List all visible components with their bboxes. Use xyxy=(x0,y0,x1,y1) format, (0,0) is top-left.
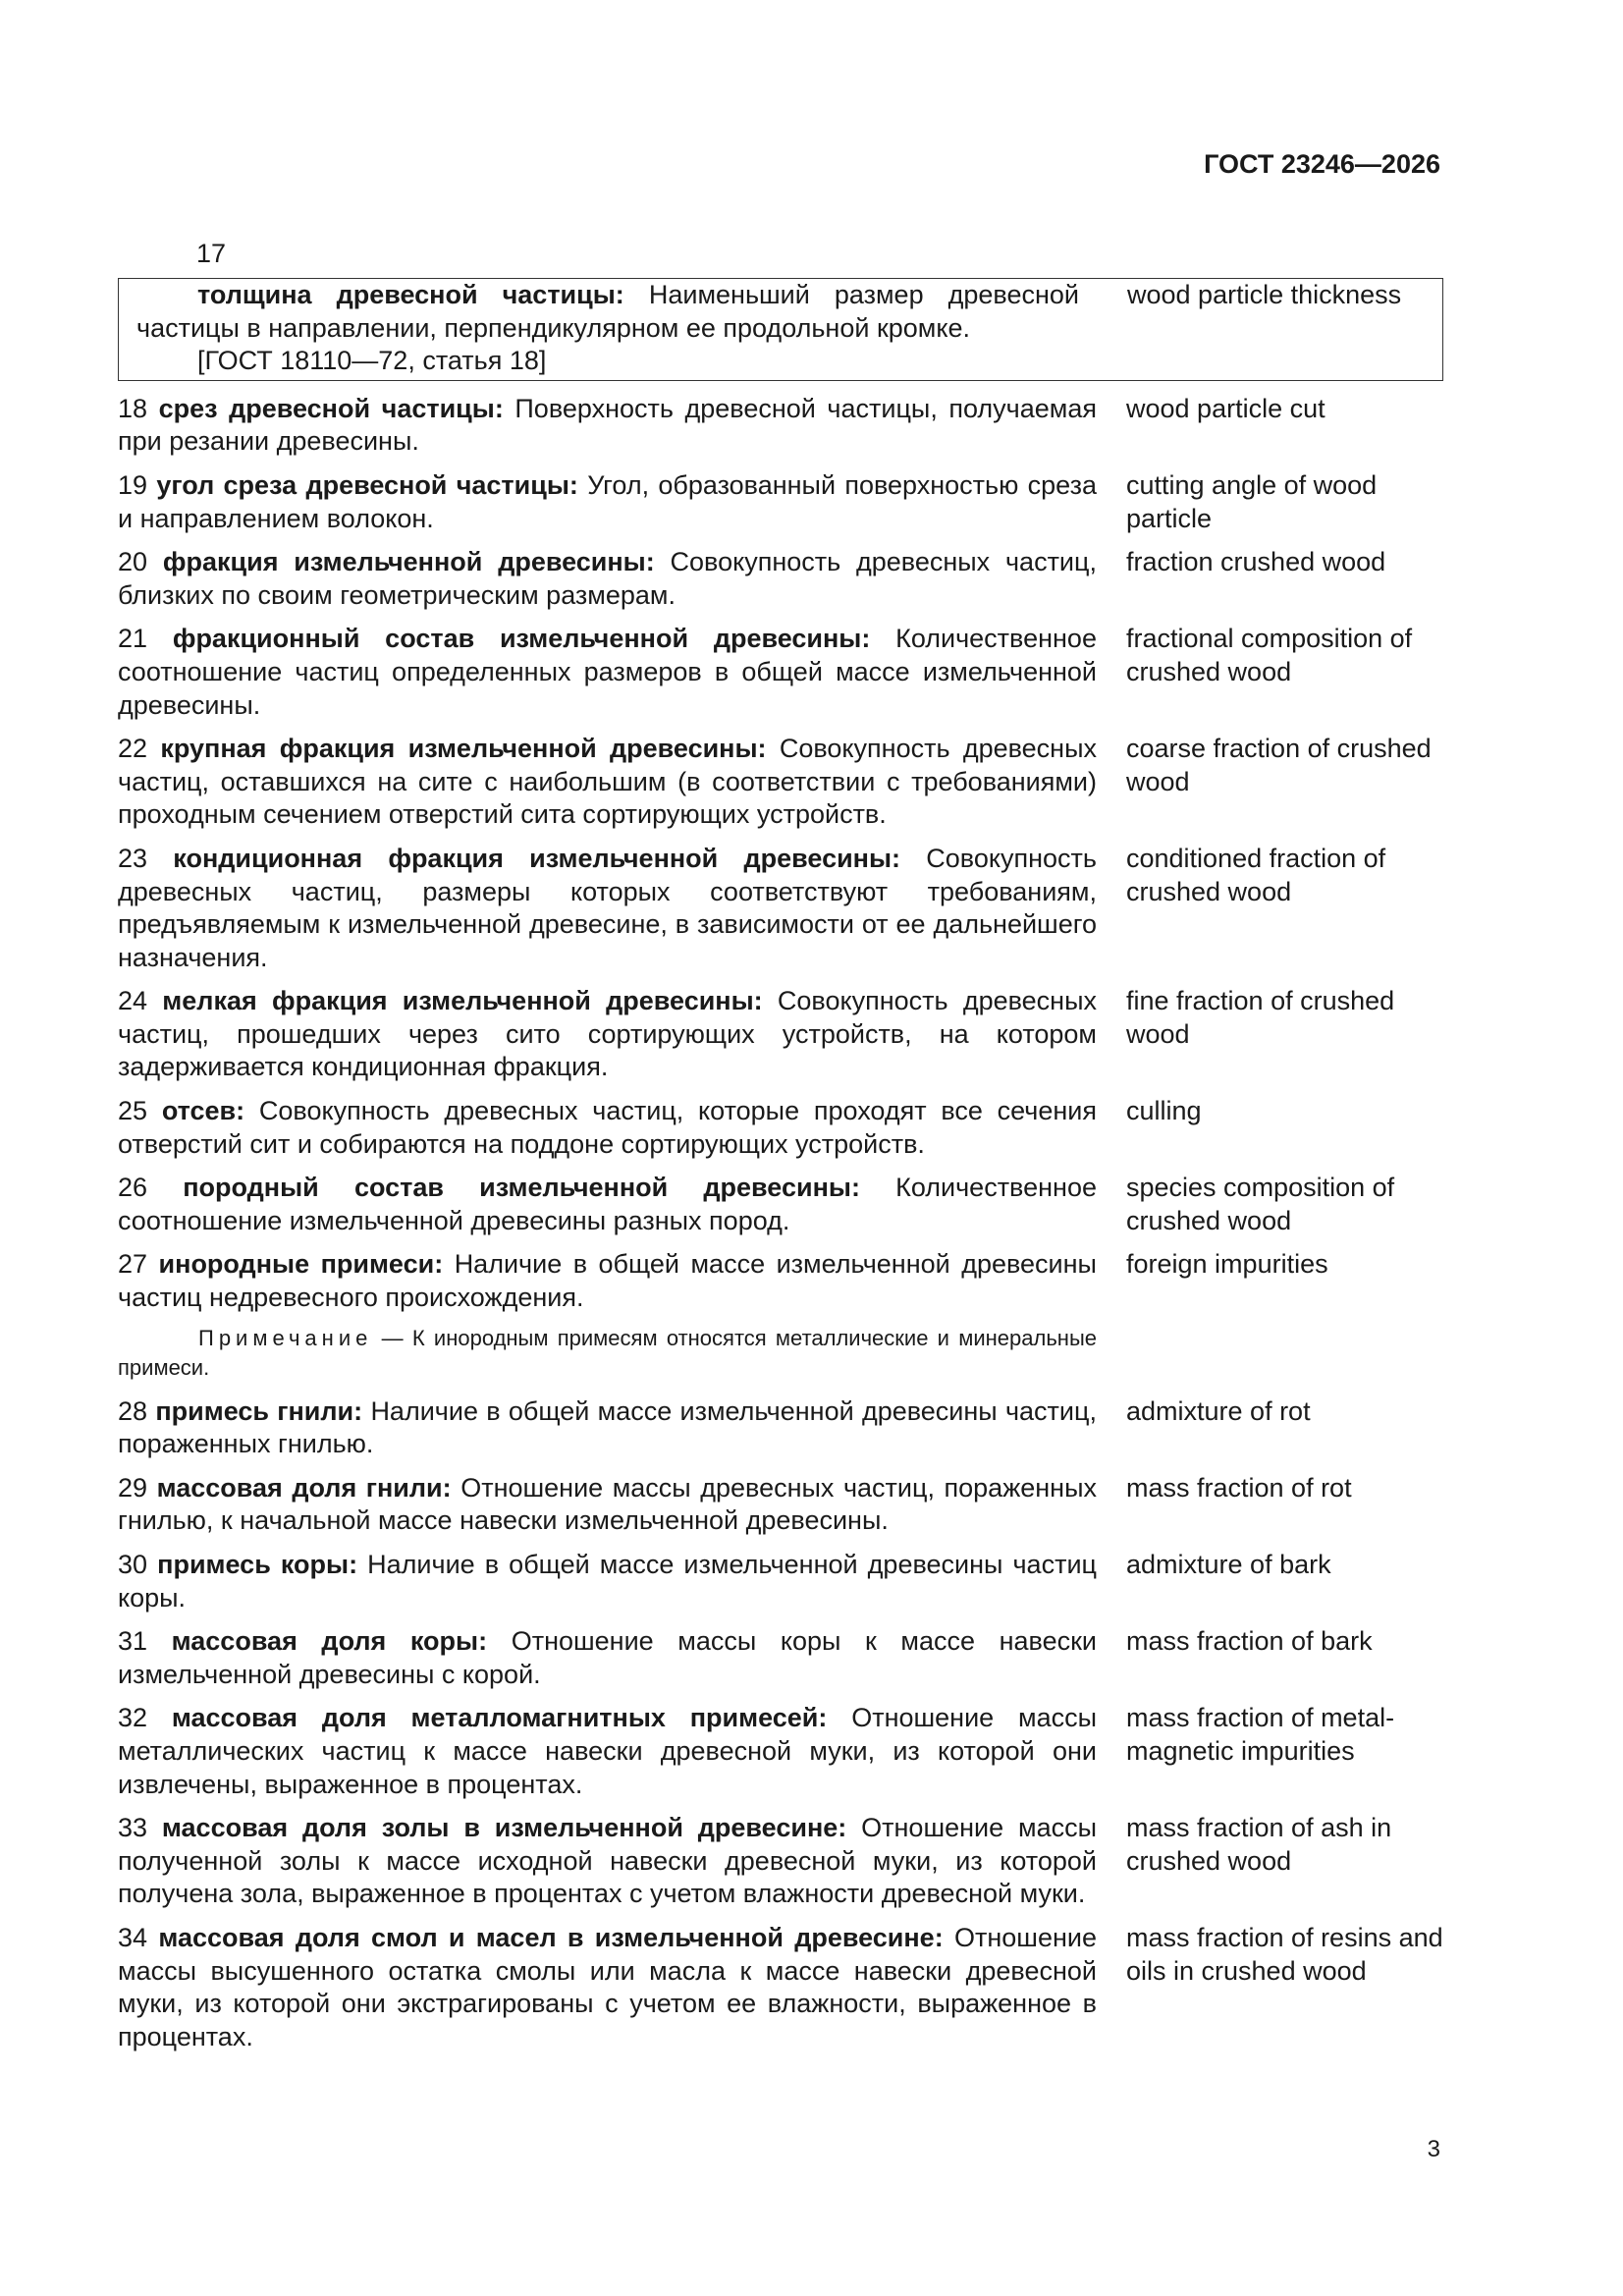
term-number: 19 xyxy=(118,469,148,500)
page-number: 3 xyxy=(1427,2136,1440,2162)
term-name: фракционный состав измельченной древесины: xyxy=(172,624,871,654)
term-entry xyxy=(118,1472,1443,1538)
term-number: 33 xyxy=(118,1813,148,1843)
term-name: инородные примеси: xyxy=(158,1249,444,1280)
term-en: fraction crushed wood xyxy=(1126,547,1386,577)
term-entry xyxy=(118,1922,1443,2053)
note-text: — К инородным примесям относятся металлические и минеральные примеси. xyxy=(118,1325,1097,1380)
term-ru-text xyxy=(118,1472,1097,1538)
term-ru-text xyxy=(118,546,1097,612)
term-en: coarse fraction of crushed wood xyxy=(1126,734,1432,796)
term-name: толщина древесной частицы: xyxy=(197,280,624,309)
term-number: 34 xyxy=(118,1922,148,1952)
term-definition: Отношение массы высушенного остатка смолы или масла к массе навески древесной муки, из которой они экстрагированы с учетом ее влажности, выраженное в процентах. xyxy=(118,1922,1097,2051)
term-reference: [ГОСТ 18110—72, статья 18] xyxy=(197,346,547,376)
term-number: 27 xyxy=(118,1249,148,1280)
term-en: mass fraction of bark xyxy=(1126,1626,1373,1657)
term-number: 23 xyxy=(118,843,148,873)
term-entry xyxy=(118,1248,1443,1314)
term-ru-text xyxy=(118,843,1097,974)
term-entry xyxy=(118,1702,1443,1801)
term-number: 22 xyxy=(118,734,148,764)
term-entry xyxy=(118,1395,1443,1461)
term-name: примесь гнили: xyxy=(155,1395,363,1426)
term-en: mass fraction of rot xyxy=(1126,1472,1352,1503)
term-en: admixture of rot xyxy=(1126,1395,1311,1426)
term-name: срез древесной частицы: xyxy=(158,393,504,423)
term-entry xyxy=(118,843,1443,974)
term-number: 20 xyxy=(118,547,148,577)
term-definition: Отношение массы металлических частиц к массе навески древесной муки, из которой они извлечены, выраженное в процентах. xyxy=(118,1703,1097,1799)
term-number: 24 xyxy=(118,986,148,1016)
term-ru-text xyxy=(118,733,1097,832)
term-number: 25 xyxy=(118,1096,148,1126)
term-definition: Наличие в общей массе измельченной древесины частиц недревесного происхождения. xyxy=(118,1249,1097,1313)
term-number: 31 xyxy=(118,1626,148,1657)
term-ru-text xyxy=(118,623,1097,722)
term-definition: Отношение массы древесных частиц, пораженных гнилью, к начальной массе навески измельченной древесины. xyxy=(118,1472,1097,1536)
term-en: fine fraction of crushed wood xyxy=(1126,986,1395,1049)
term-ru-text xyxy=(118,1922,1097,2053)
term-ru-text xyxy=(118,1625,1097,1691)
term-definition: Отношение массы полученной золы к массе исходной навески древесной муки, из которой получена зола, выраженное в процентах с учетом влажности древесной муки. xyxy=(118,1813,1097,1909)
term-ru-text xyxy=(118,1248,1097,1314)
term-definition: Совокупность древесных частиц, близких по своим геометрическим размерам. xyxy=(118,547,1097,610)
term-name: массовая доля коры: xyxy=(171,1626,488,1657)
term-name: породный состав измельченной древесины: xyxy=(183,1173,860,1203)
term-number-17: 17 xyxy=(196,239,227,268)
term-ru-text xyxy=(118,393,1097,459)
term-name: массовая доля золы в измельченной древесине: xyxy=(161,1813,847,1843)
term-number: 32 xyxy=(118,1703,148,1733)
term-en: mass fraction of metal-magnetic impurities xyxy=(1126,1703,1395,1766)
note-label: Примечание xyxy=(198,1325,373,1350)
term-en: mass fraction of resins and oils in crushed wood xyxy=(1126,1922,1443,1986)
term-entry xyxy=(118,1625,1443,1691)
term-definition: Совокупность древесных частиц, размеры которых соответствуют требованиям, предъявляемым к измельченной древесине, в зависимости от ее дальнейшего назначения. xyxy=(118,843,1097,972)
term-entry xyxy=(118,393,1443,459)
term-entry xyxy=(118,469,1443,535)
term-number: 29 xyxy=(118,1472,148,1503)
term-en: admixture of bark xyxy=(1126,1550,1331,1579)
term-en: foreign impurities xyxy=(1126,1249,1328,1280)
term-definition: Наличие в общей массе измельченной древесины частиц коры. xyxy=(118,1550,1097,1613)
term-number: 18 xyxy=(118,393,148,423)
term-definition: Наличие в общей массе измельченной древесины частиц, пораженных гнилью. xyxy=(118,1395,1097,1459)
term-ru-text xyxy=(118,1812,1097,1911)
term-ru-text xyxy=(118,469,1097,535)
term-en: wood particle cut xyxy=(1126,393,1325,423)
term-definition: Наименьший размер древесной частицы в направлении, перпендикулярном ее продольной кромке. xyxy=(136,280,1079,343)
term-name: фракция измельченной древесины: xyxy=(162,547,655,577)
note xyxy=(118,1324,1097,1383)
term-name: массовая доля смол и масел в измельченной древесине: xyxy=(158,1922,944,1952)
term-entries xyxy=(118,393,1443,2054)
term-en: species composition of crushed wood xyxy=(1126,1173,1395,1235)
term-entry xyxy=(118,546,1443,612)
term-entry-boxed xyxy=(118,278,1443,381)
term-en: mass fraction of ash in crushed wood xyxy=(1126,1813,1392,1876)
term-definition: Отношение массы коры к массе навески измельченной древесины с корой. xyxy=(118,1626,1098,1689)
document-header: ГОСТ 23246—2026 xyxy=(1204,149,1440,179)
term-ru-text xyxy=(118,985,1097,1084)
term-ru-text xyxy=(119,279,1079,380)
term-ru-text xyxy=(118,1702,1097,1801)
term-name: массовая доля металломагнитных примесей: xyxy=(171,1703,828,1733)
term-ru-text xyxy=(118,1095,1097,1161)
term-ru-text xyxy=(118,1172,1097,1237)
term-ru-text xyxy=(118,1549,1097,1614)
term-number: 28 xyxy=(118,1395,148,1426)
term-en: fractional composition of crushed wood xyxy=(1126,624,1413,686)
term-en: conditioned fraction of crushed wood xyxy=(1126,843,1386,906)
term-en: cutting angle of wood particle xyxy=(1126,469,1378,533)
term-entry xyxy=(118,733,1443,832)
term-definition: Количественное соотношение частиц определенных размеров в общей массе измельченной древесины. xyxy=(118,624,1097,720)
term-definition: Совокупность древесных частиц, которые проходят все сечения отверстий сит и собираются на поддоне сортирующих устройств. xyxy=(118,1096,1097,1159)
term-name: угол среза древесной частицы: xyxy=(156,469,578,500)
term-definition: Угол, образованный поверхностью среза и направлением волокон. xyxy=(118,469,1097,533)
term-name: мелкая фракция измельченной древесины: xyxy=(162,986,763,1016)
terms-list xyxy=(118,238,1443,2064)
term-name: крупная фракция измельченной древесины: xyxy=(160,734,767,764)
term-entry xyxy=(118,1172,1443,1237)
term-definition: Совокупность древесных частиц, прошедших через сито сортирующих устройств, на котором задерживается кондиционная фракция. xyxy=(118,986,1097,1082)
term-entry xyxy=(118,623,1443,722)
term-entry xyxy=(118,1549,1443,1614)
term-name: массовая доля гнили: xyxy=(156,1472,452,1503)
term-entry xyxy=(118,985,1443,1084)
term-number: 30 xyxy=(118,1550,148,1579)
term-name: примесь коры: xyxy=(157,1550,358,1579)
term-definition: Совокупность древесных частиц, оставшихся на сите с наибольшим (в соответствии с требованиями) проходным сечением отверстий сита сортирующих устройств. xyxy=(118,734,1097,830)
term-entry xyxy=(118,1095,1443,1161)
term-number: 26 xyxy=(118,1173,148,1203)
term-entry xyxy=(118,1812,1443,1911)
term-ru-text xyxy=(118,1395,1097,1461)
term-number: 21 xyxy=(118,624,148,654)
term-en: culling xyxy=(1126,1096,1202,1126)
term-name: отсев: xyxy=(161,1096,245,1126)
term-name: кондиционная фракция измельченной древесины: xyxy=(173,843,901,873)
term-en: wood particle thickness xyxy=(1127,280,1402,309)
term-definition: Количественное соотношение измельченной древесины разных пород. xyxy=(118,1173,1097,1235)
term-definition: Поверхность древесной частицы, получаемая при резании древесины. xyxy=(118,393,1097,457)
